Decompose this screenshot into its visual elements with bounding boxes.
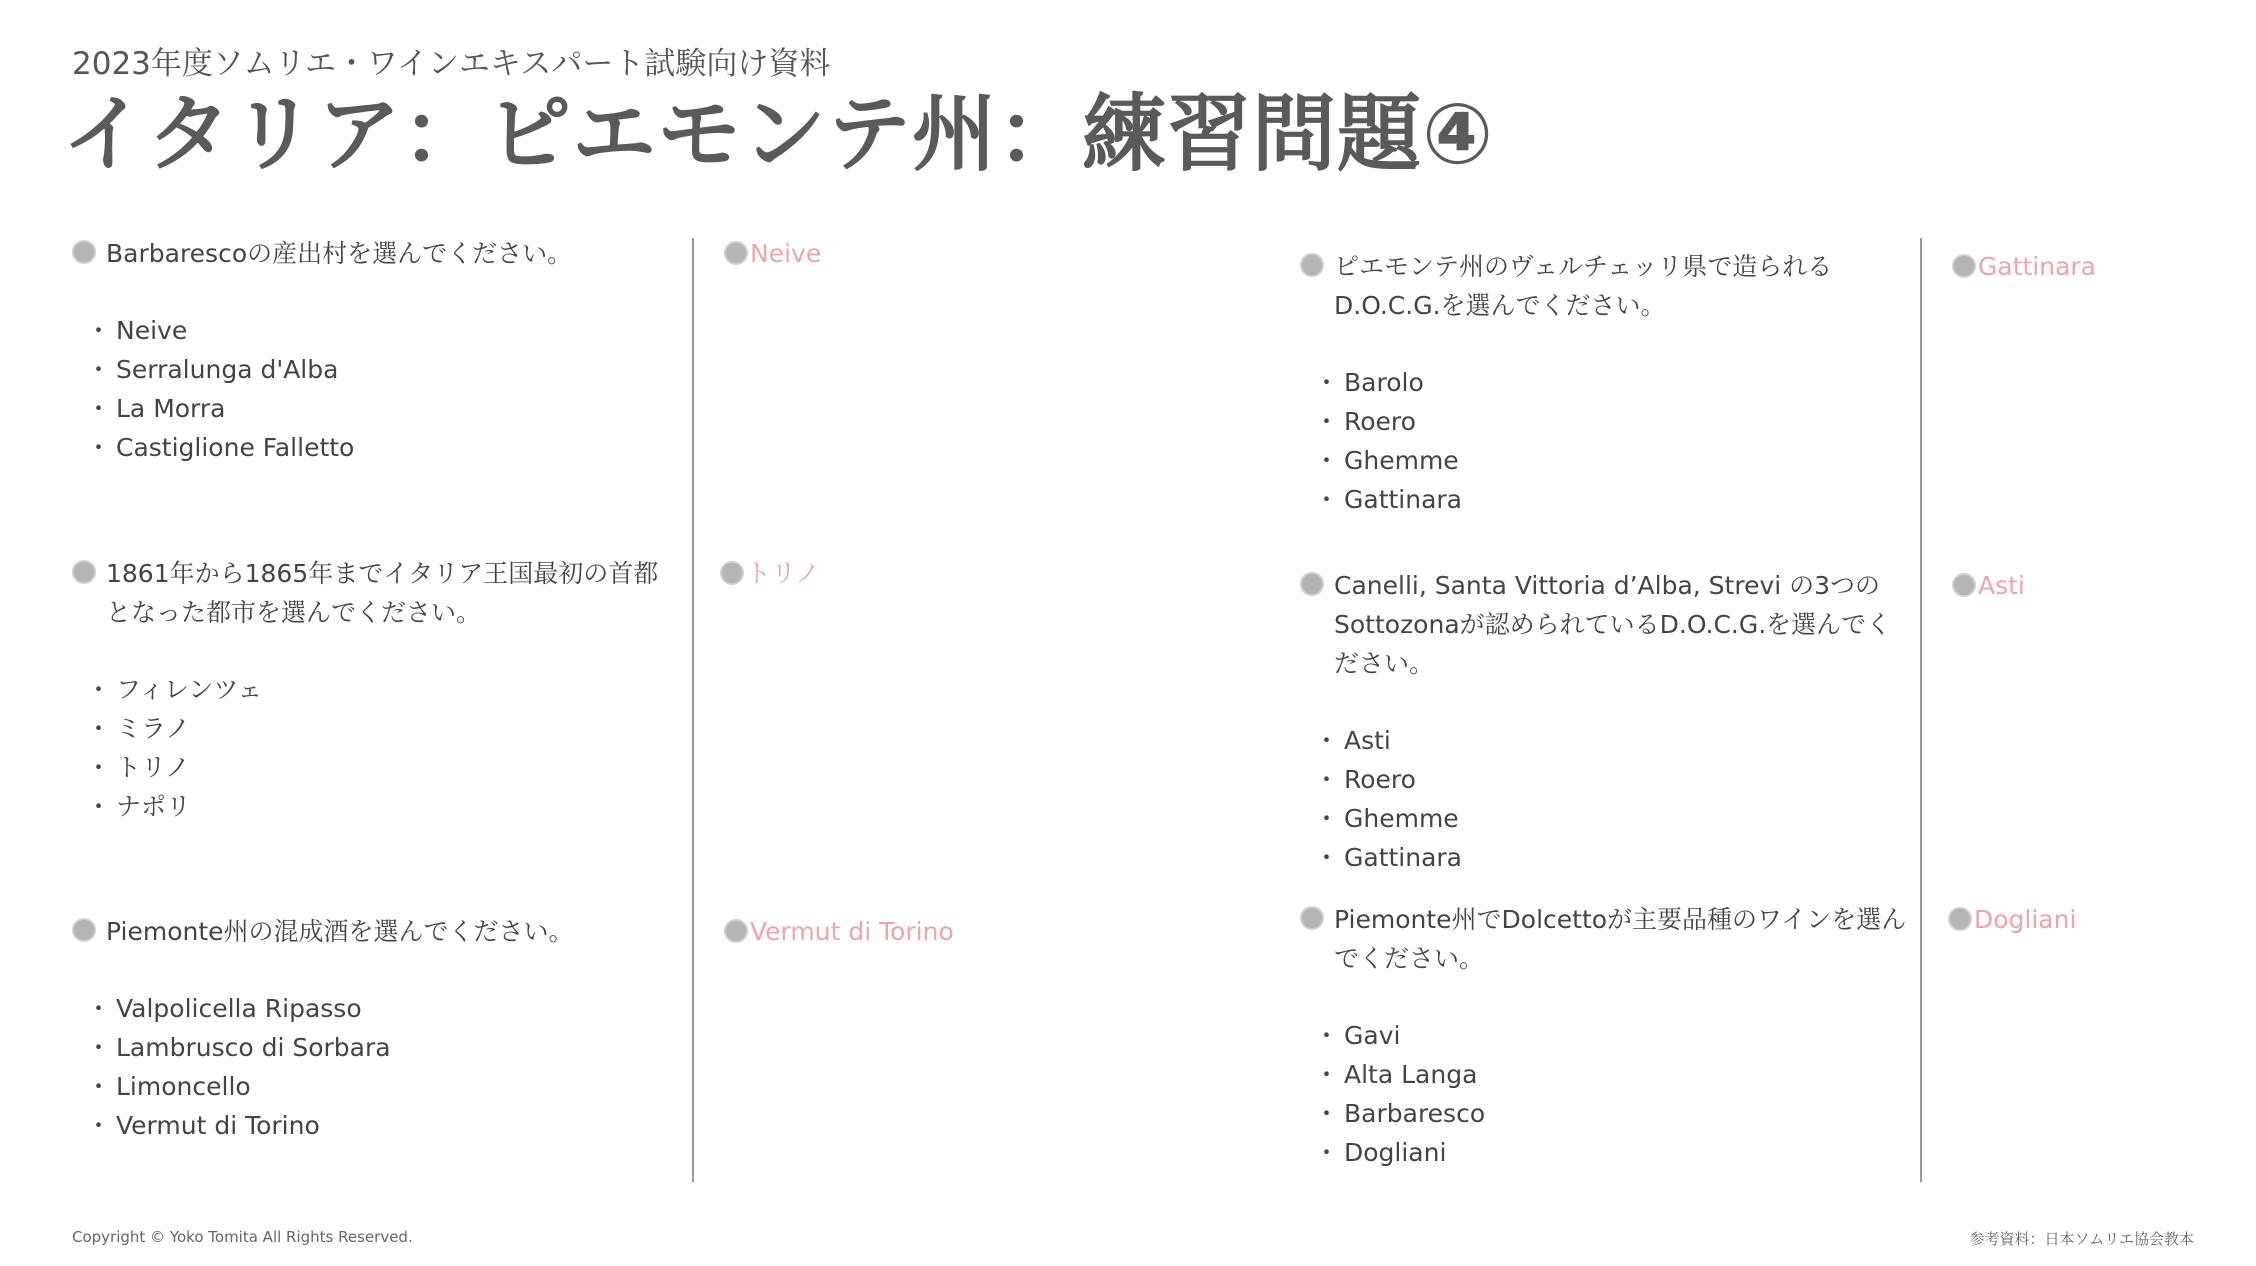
option-list bbox=[1300, 721, 1910, 877]
question-text: 1861年から1865年までイタリア王国最初の首都となった都市を選んでください。 bbox=[106, 559, 659, 627]
option-item: ・ Castiglione Falletto bbox=[94, 428, 672, 467]
option-item: ・ Valpolicella Ripasso bbox=[94, 989, 672, 1028]
bullet-dot-icon bbox=[1300, 253, 1324, 277]
question-text: Piemonte州でDolcettoが主要品種のワインを選んでください。 bbox=[1334, 905, 1907, 973]
option-list bbox=[72, 311, 672, 467]
option-item: ・ Gattinara bbox=[1322, 480, 1910, 519]
answer-6 bbox=[1948, 900, 2076, 939]
answer-2 bbox=[720, 554, 820, 593]
option-list bbox=[1300, 1016, 1910, 1172]
option-item: ・ Gavi bbox=[1322, 1016, 1910, 1055]
option-item: ・ フィレンツェ bbox=[94, 670, 672, 709]
answer-1 bbox=[724, 234, 821, 273]
bullet-dot-icon bbox=[1952, 573, 1976, 597]
column-divider-right bbox=[1920, 238, 1922, 1182]
option-item: ・ La Morra bbox=[94, 389, 672, 428]
question-1 bbox=[72, 234, 672, 467]
question-3 bbox=[72, 912, 672, 1145]
page-title: イタリア：ピエモンテ州：練習問題④ bbox=[62, 85, 1495, 183]
answer-4 bbox=[1952, 247, 2096, 286]
option-item: ・ Ghemme bbox=[1322, 441, 1910, 480]
question-5 bbox=[1300, 566, 1910, 877]
reference-text: 参考資料：日本ソムリエ協会教本 bbox=[1969, 1230, 2194, 1248]
answer-text: Asti bbox=[1978, 571, 2025, 600]
bullet-dot-icon bbox=[724, 919, 748, 943]
option-item: ・ ミラノ bbox=[94, 709, 672, 748]
answer-text: Vermut di Torino bbox=[750, 917, 954, 946]
bullet-dot-icon bbox=[1300, 906, 1324, 930]
option-item: ・ Ghemme bbox=[1322, 799, 1910, 838]
bullet-dot-icon bbox=[72, 560, 96, 584]
bullet-dot-icon bbox=[1952, 254, 1976, 278]
option-item: ・ Vermut di Torino bbox=[94, 1106, 672, 1145]
question-text: Canelli, Santa Vittoria d’Alba, Strevi の3つのSottozonaが認められているD.O.C.G.を選んでください。 bbox=[1334, 571, 1892, 678]
option-item: ・ Barolo bbox=[1322, 363, 1910, 402]
bullet-dot-icon bbox=[1948, 907, 1972, 931]
copyright-text: Copyright © Yoko Tomita All Rights Reserved. bbox=[72, 1228, 413, 1246]
question-text: Barbarescoの産出村を選んでください。 bbox=[106, 239, 573, 268]
option-list bbox=[72, 989, 672, 1145]
option-list bbox=[1300, 363, 1910, 519]
option-item: ・ Barbaresco bbox=[1322, 1094, 1910, 1133]
option-item: ・ トリノ bbox=[94, 748, 672, 787]
page-subtitle: 2023年度ソムリエ・ワインエキスパート試験向け資料 bbox=[72, 46, 831, 82]
bullet-dot-icon bbox=[72, 240, 96, 264]
bullet-dot-icon bbox=[72, 918, 96, 942]
option-item: ・ Alta Langa bbox=[1322, 1055, 1910, 1094]
answer-text: Gattinara bbox=[1978, 252, 2097, 281]
answer-text: トリノ bbox=[746, 559, 821, 588]
bullet-dot-icon bbox=[724, 241, 748, 265]
question-text: Piemonte州の混成酒を選んでください。 bbox=[106, 917, 574, 946]
option-item: ・ Neive bbox=[94, 311, 672, 350]
bullet-dot-icon bbox=[1300, 572, 1324, 596]
answer-text: Neive bbox=[750, 239, 822, 268]
option-item: ・ Serralunga d'Alba bbox=[94, 350, 672, 389]
question-6 bbox=[1300, 900, 1910, 1172]
option-item: ・ Lambrusco di Sorbara bbox=[94, 1028, 672, 1067]
answer-3 bbox=[724, 912, 954, 951]
option-item: ・ Dogliani bbox=[1322, 1133, 1910, 1172]
option-list bbox=[72, 670, 672, 826]
option-item: ・ Asti bbox=[1322, 721, 1910, 760]
option-item: ・ Roero bbox=[1322, 760, 1910, 799]
bullet-dot-icon bbox=[720, 561, 744, 585]
question-4 bbox=[1300, 247, 1910, 519]
answer-text: Dogliani bbox=[1974, 905, 2077, 934]
question-text: ピエモンテ州のヴェルチェッリ県で造られる D.O.C.G.を選んでください。 bbox=[1334, 252, 1833, 320]
option-item: ・ ナポリ bbox=[94, 787, 672, 826]
question-2 bbox=[72, 554, 672, 826]
answer-5 bbox=[1952, 566, 2025, 605]
option-item: ・ Roero bbox=[1322, 402, 1910, 441]
column-divider-left bbox=[692, 238, 694, 1182]
option-item: ・ Limoncello bbox=[94, 1067, 672, 1106]
option-item: ・ Gattinara bbox=[1322, 838, 1910, 877]
